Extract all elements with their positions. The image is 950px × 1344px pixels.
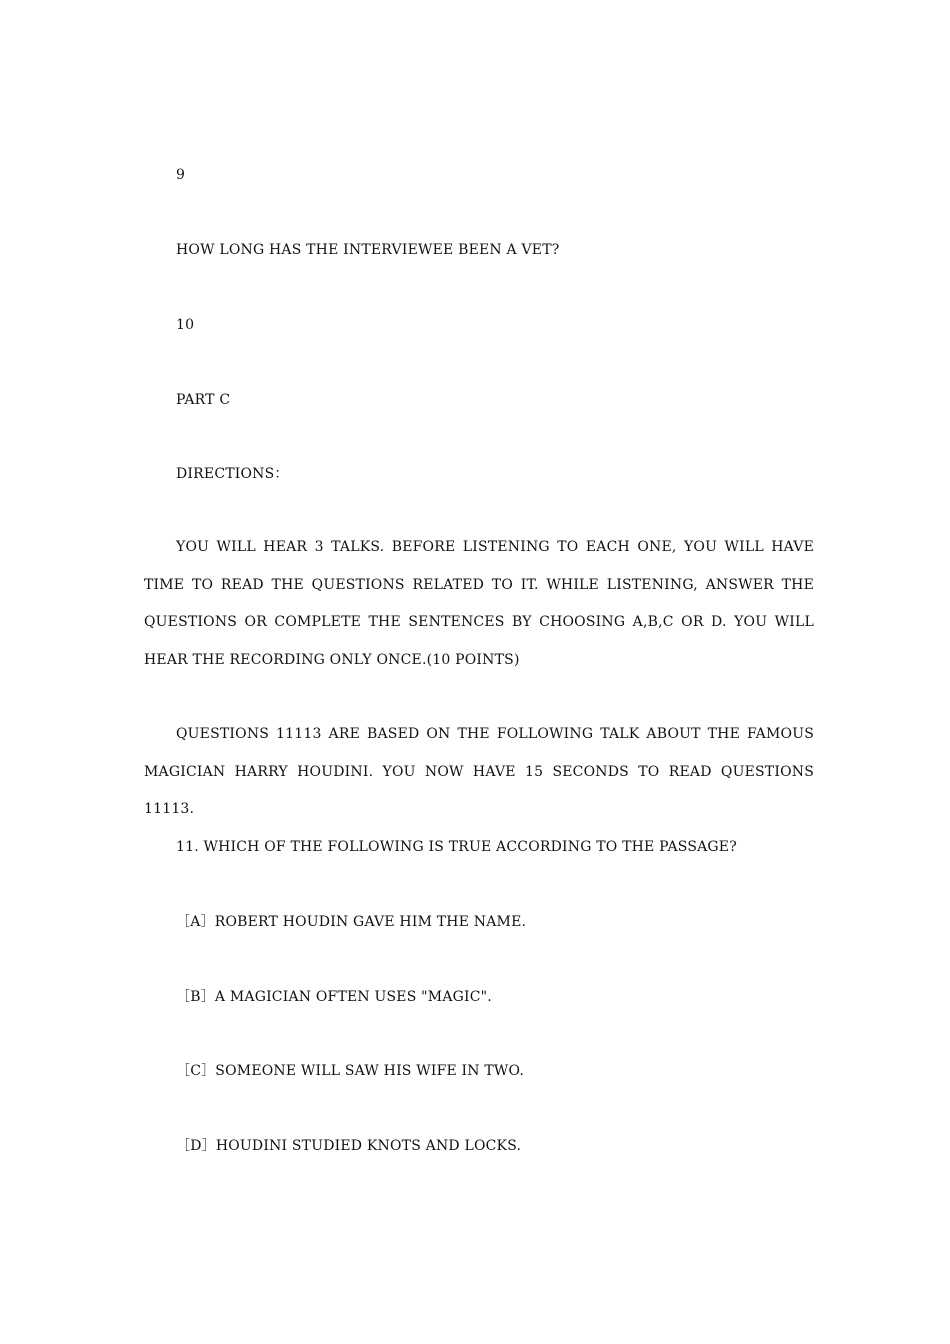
directions-text: YOU WILL HEAR 3 TALKS. BEFORE LISTENING TO EACH ONE, YOU WILL HAVE TIME TO READ THE QUESTIONS RELATED TO IT. WHILE LISTENING, ANSWER THE QUESTIONS OR COMPLETE THE SENTENCES BY CHOOSING A,B,C OR D. YOU WILL HEAR THE RECORDING ONLY ONCE.(10 POINTS)	[144, 539, 814, 668]
question-9-prompt: HOW LONG HAS THE INTERVIEWEE BEEN A VET?	[176, 242, 560, 258]
question-9-number: 9	[176, 167, 186, 183]
question-11-stem: 11. WHICH OF THE FOLLOWING IS TRUE ACCORDING TO THE PASSAGE?	[176, 839, 737, 855]
talk-intro: QUESTIONS 11113 ARE BASED ON THE FOLLOWING TALK ABOUT THE FAMOUS MAGICIAN HARRY HOUDINI. YOU NOW HAVE 15 SECONDS TO READ QUESTIONS 11113.	[144, 726, 814, 817]
question-11-option-d: ［D］HOUDINI STUDIED KNOTS AND LOCKS.	[176, 1138, 522, 1154]
directions-label: DIRECTIONS：	[176, 466, 289, 482]
question-11-option-b: ［B］A MAGICIAN OFTEN USES "MAGIC".	[176, 989, 492, 1005]
question-11-option-a: ［A］ROBERT HOUDIN GAVE HIM THE NAME.	[176, 914, 527, 930]
question-11-option-c: ［C］SOMEONE WILL SAW HIS WIFE IN TWO.	[176, 1063, 525, 1079]
question-10-number: 10	[176, 317, 195, 333]
part-title: PART C	[176, 392, 231, 408]
